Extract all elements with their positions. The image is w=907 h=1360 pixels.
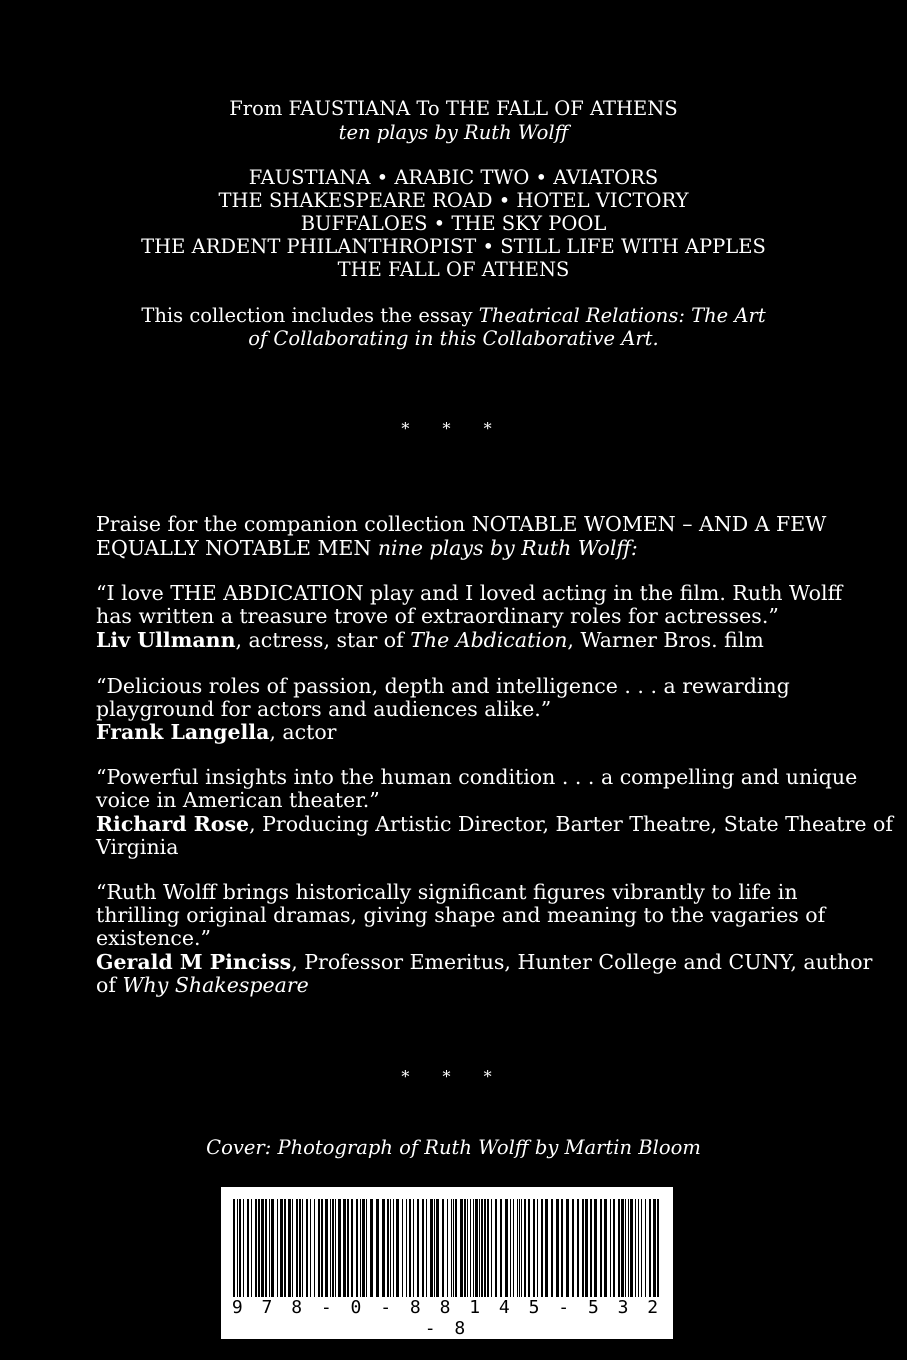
barcode-bar xyxy=(521,1199,522,1297)
barcode-bar xyxy=(582,1199,584,1297)
barcode-bar xyxy=(409,1199,411,1297)
essay-title-part2: of Collaborating in this Collaborative Art. xyxy=(248,327,659,350)
praise-intro-line1: Praise for the companion collection NOTABLE WOMEN – AND A FEW xyxy=(96,512,827,536)
play-list-line: THE FALL OF ATHENS xyxy=(337,258,570,281)
barcode-bar xyxy=(366,1199,367,1297)
barcode-bar xyxy=(362,1199,365,1297)
barcode-bar xyxy=(422,1199,424,1297)
cited-work: Why Shakespeare xyxy=(122,973,309,997)
barcode-bar xyxy=(269,1199,270,1297)
barcode-bar xyxy=(566,1199,569,1297)
barcode-bar xyxy=(436,1199,439,1297)
barcode-bar xyxy=(330,1199,331,1297)
barcode-bar xyxy=(284,1199,286,1297)
cover-credit: Cover: Photograph of Ruth Wolff by Martin Bloom xyxy=(206,1136,701,1159)
barcode-bar xyxy=(545,1199,548,1297)
barcode-bar xyxy=(390,1199,391,1297)
barcode-bar xyxy=(442,1199,444,1297)
barcode-bar xyxy=(258,1199,260,1297)
barcode-bar xyxy=(510,1199,511,1297)
barcode-bar xyxy=(533,1199,535,1297)
isbn-barcode xyxy=(221,1187,673,1339)
praise-intro-plain: EQUALLY NOTABLE MEN xyxy=(96,536,378,560)
quote-author: Frank Langella xyxy=(96,720,270,744)
praise-intro-italic: nine plays by Ruth Wolff: xyxy=(377,536,638,560)
barcode-bar xyxy=(604,1199,607,1297)
barcode-bar xyxy=(613,1199,615,1297)
barcode-bar xyxy=(413,1199,414,1297)
attribution-continuation: Virginia xyxy=(96,835,179,859)
barcode-bar xyxy=(495,1199,497,1297)
barcode-bar xyxy=(657,1199,659,1297)
barcode-bar xyxy=(594,1199,597,1297)
barcode-bar xyxy=(635,1199,636,1297)
barcode-bar xyxy=(618,1199,620,1297)
play-list-line: THE ARDENT PHILANTHROPIST • STILL LIFE WITH APPLES xyxy=(141,235,766,258)
barcode-bar xyxy=(393,1199,394,1297)
collection-note-prefix: This collection includes the essay xyxy=(141,304,479,327)
barcode-bar xyxy=(332,1199,334,1297)
barcode-bar xyxy=(653,1199,656,1297)
barcode-bar xyxy=(261,1199,264,1297)
barcode-bar xyxy=(356,1199,358,1297)
subtitle: ten plays by Ruth Wolff xyxy=(338,121,569,144)
quote-attribution xyxy=(96,721,816,744)
barcode-bar xyxy=(314,1199,315,1297)
barcode-bar xyxy=(475,1199,478,1297)
play-list-line: THE SHAKESPEARE ROAD • HOTEL VICTORY xyxy=(218,189,689,212)
barcode-bar xyxy=(460,1199,463,1297)
quote-line: thrilling original dramas, giving shape and meaning to the vagaries of xyxy=(96,903,826,927)
barcode-bar xyxy=(402,1199,403,1297)
barcode-bar xyxy=(306,1199,308,1297)
quote-line: has written a treasure trove of extraordinary roles for actresses.” xyxy=(96,604,779,628)
barcode-bar xyxy=(296,1199,298,1297)
play-list-line: BUFFALOES • THE SKY POOL xyxy=(300,212,607,235)
barcode-bar xyxy=(487,1199,489,1297)
barcode-bar xyxy=(335,1199,336,1297)
quote-line: “Ruth Wolff brings historically significant figures vibrantly to life in xyxy=(96,880,798,904)
quote-line: “Powerful insights into the human condition . . . a compelling and unique xyxy=(96,765,858,789)
barcode-bar xyxy=(360,1199,361,1297)
attribution-text: , Producing Artistic Director, Barter Theatre, State Theatre of xyxy=(249,812,893,836)
barcode-bar xyxy=(551,1199,553,1297)
barcode-bar xyxy=(237,1199,238,1297)
barcode-bar xyxy=(621,1199,624,1297)
barcode-bar xyxy=(288,1199,291,1297)
barcode-bar xyxy=(255,1199,257,1297)
barcode-bar xyxy=(321,1199,323,1297)
quote-line: voice in American theater.” xyxy=(96,788,380,812)
barcode-bar xyxy=(590,1199,592,1297)
quote-line: “Delicious roles of passion, depth and intelligence . . . a rewarding xyxy=(96,674,790,698)
barcode-bar xyxy=(343,1199,346,1297)
separator: * * * xyxy=(401,1067,506,1086)
barcode-bar xyxy=(519,1199,520,1297)
barcode-bar xyxy=(470,1199,471,1297)
barcode-bar xyxy=(464,1199,466,1297)
barcode-bar xyxy=(239,1199,241,1297)
from-line: From FAUSTIANA To THE FALL OF ATHENS xyxy=(229,97,678,120)
quote-line: existence.” xyxy=(96,926,211,950)
barcode-bar xyxy=(641,1199,642,1297)
barcode-bar xyxy=(302,1199,303,1297)
quote-author: Liv Ullmann xyxy=(96,628,236,652)
barcode-bar xyxy=(625,1199,626,1297)
barcode-bar xyxy=(517,1199,518,1297)
barcode-bar xyxy=(243,1199,244,1297)
barcode-bar xyxy=(351,1199,353,1297)
barcode-bar xyxy=(572,1199,574,1297)
barcode-bar xyxy=(455,1199,457,1297)
praise-intro-line2 xyxy=(96,537,816,560)
barcode-bar xyxy=(338,1199,341,1297)
barcode-bar xyxy=(430,1199,433,1297)
isbn-number: 9 7 8 - 0 - 8 8 1 4 5 - 5 3 2 - 8 xyxy=(221,1297,673,1339)
barcode-bar xyxy=(451,1199,452,1297)
barcode-bar xyxy=(541,1199,543,1297)
barcode-bar xyxy=(537,1199,538,1297)
barcode-bar xyxy=(467,1199,468,1297)
barcode-bar xyxy=(251,1199,252,1297)
barcode-bar xyxy=(271,1199,274,1297)
barcode-bar xyxy=(310,1199,311,1297)
essay-title-part1: Theatrical Relations: The Art xyxy=(478,304,766,327)
barcode-bar xyxy=(426,1199,427,1297)
barcode-bar xyxy=(500,1199,502,1297)
barcode-bar xyxy=(473,1199,474,1297)
barcode-bar xyxy=(292,1199,293,1297)
barcode-bar xyxy=(277,1199,278,1297)
barcode-bar xyxy=(484,1199,486,1297)
barcode-bar xyxy=(280,1199,283,1297)
separator: * * * xyxy=(401,419,506,438)
barcode-bar xyxy=(233,1199,235,1297)
barcode-bar xyxy=(610,1199,611,1297)
attribution-tail: , Warner Bros. film xyxy=(567,628,764,652)
quote-attribution xyxy=(96,950,873,974)
barcode-bar xyxy=(561,1199,563,1297)
attribution-text: of xyxy=(96,973,123,997)
barcode-bar xyxy=(481,1199,483,1297)
play-list-line: FAUSTIANA • ARABIC TWO • AVIATORS xyxy=(248,166,659,189)
barcode-bar xyxy=(524,1199,526,1297)
collection-note-line1 xyxy=(0,304,907,327)
barcode-bar xyxy=(645,1199,646,1297)
attribution-text: , actor xyxy=(269,720,337,744)
quote-line: playground for actors and audiences alike.” xyxy=(96,697,552,721)
barcode-bar xyxy=(649,1199,651,1297)
barcode-bar xyxy=(318,1199,320,1297)
quote-line: “I love THE ABDICATION play and I loved acting in the film. Ruth Wolff xyxy=(96,581,843,605)
barcode-bar xyxy=(406,1199,407,1297)
cited-work: The Abdication xyxy=(410,628,568,652)
barcode-bar xyxy=(265,1199,267,1297)
barcode-bar xyxy=(556,1199,559,1297)
barcode-bar xyxy=(382,1199,385,1297)
barcode-bar xyxy=(638,1199,639,1297)
barcode-bar xyxy=(585,1199,588,1297)
barcode-bar xyxy=(299,1199,301,1297)
barcode-bar xyxy=(513,1199,514,1297)
barcode-bar xyxy=(528,1199,530,1297)
barcode-bar xyxy=(630,1199,633,1297)
barcode-bar xyxy=(396,1199,399,1297)
barcode-bar xyxy=(247,1199,249,1297)
barcode-bar xyxy=(628,1199,629,1297)
barcode-bar xyxy=(417,1199,419,1297)
barcode-bar xyxy=(370,1199,373,1297)
barcode-bar xyxy=(479,1199,480,1297)
barcode-bar xyxy=(505,1199,508,1297)
barcode-bar xyxy=(491,1199,492,1297)
barcode-bar xyxy=(600,1199,602,1297)
quote-attribution xyxy=(96,629,816,652)
quote-attribution xyxy=(96,812,893,836)
barcode-bar xyxy=(447,1199,448,1297)
barcode-bar xyxy=(376,1199,379,1297)
barcode-bar xyxy=(325,1199,328,1297)
quote-author: Gerald M Pinciss xyxy=(96,950,292,974)
barcode-bar xyxy=(453,1199,454,1297)
attribution-continuation xyxy=(96,974,816,997)
barcode-bar xyxy=(387,1199,389,1297)
quote-author: Richard Rose xyxy=(96,812,250,836)
attribution-text: , Professor Emeritus, Hunter College and CUNY, author xyxy=(291,950,873,974)
barcode-bar xyxy=(347,1199,349,1297)
barcode-bar xyxy=(434,1199,435,1297)
barcode-bar xyxy=(577,1199,579,1297)
attribution-text: , actress, star of xyxy=(235,628,411,652)
